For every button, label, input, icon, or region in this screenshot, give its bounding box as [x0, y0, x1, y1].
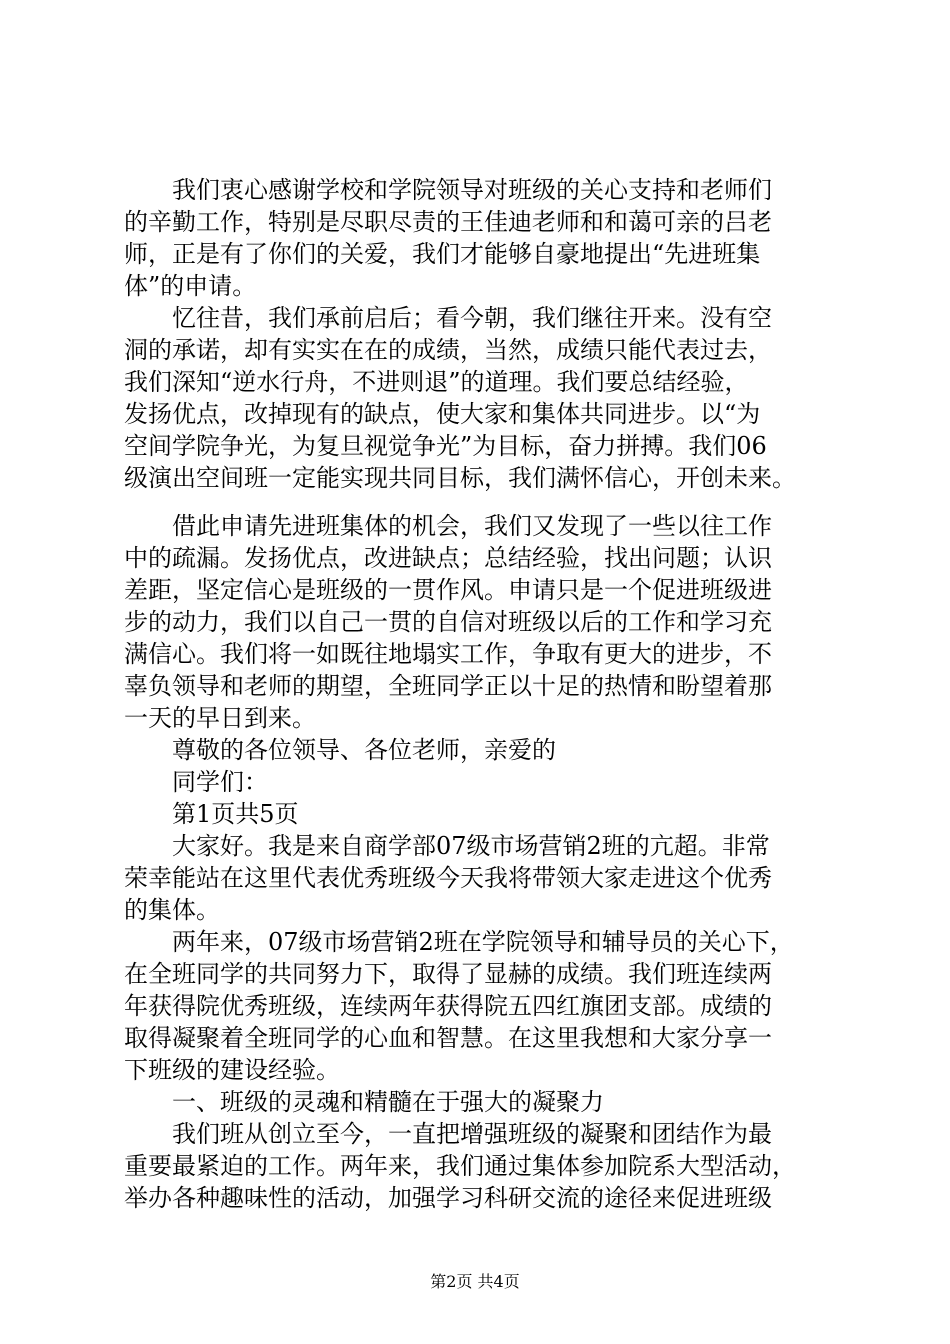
- paragraph-line: 下班级的建设经验。: [124, 1056, 340, 1084]
- paragraph-line: 两年来，07级市场营销2班在学院领导和辅导员的关心下，: [124, 928, 794, 956]
- paragraph-line: 借此申请先进班集体的机会，我们又发现了一些以往工作: [124, 512, 772, 540]
- paragraph-line: 空间学院争光，为复旦视觉争光”为目标，奋力拼搏。我们06: [124, 432, 767, 460]
- paragraph-line: 师，正是有了你们的关爱，我们才能够自豪地提出“先进班集: [124, 240, 761, 268]
- paragraph-line: 尊敬的各位领导、各位老师，亲爱的: [124, 736, 556, 764]
- paragraph-line: 辜负领导和老师的期望，全班同学正以十足的热情和盼望着那: [124, 672, 772, 700]
- page-number-footer: 第2页 共4页: [430, 1272, 520, 1291]
- paragraph-line: 一天的早日到来。: [124, 704, 316, 732]
- paragraph-line: 第1页共5页: [124, 800, 299, 828]
- paragraph-line: 取得凝聚着全班同学的心血和智慧。在这里我想和大家分享一: [124, 1024, 772, 1052]
- paragraph-line: 我们班从创立至今，一直把增强班级的凝聚和团结作为最: [124, 1120, 772, 1148]
- paragraph-line: 中的疏漏。发扬优点，改进缺点；总结经验，找出问题；认识: [124, 544, 772, 572]
- paragraph-line: 的集体。: [124, 896, 220, 924]
- paragraph-line: 在全班同学的共同努力下，取得了显赫的成绩。我们班连续两: [124, 960, 772, 988]
- paragraph-line: 重要最紧迫的工作。两年来，我们通过集体参加院系大型活动，: [124, 1152, 796, 1180]
- paragraph-line: 洞的承诺，却有实实在在的成绩，当然，成绩只能代表过去，: [124, 336, 772, 364]
- paragraph-line: 差距，坚定信心是班级的一贯作风。申请只是一个促进班级进: [124, 576, 772, 604]
- paragraph-line: 级演出空间班一定能实现共同目标，我们满怀信心，开创未来。: [124, 464, 796, 492]
- paragraph-line: 忆往昔，我们承前启后；看今朝，我们继往开来。没有空: [124, 304, 772, 332]
- paragraph-line: 我们深知“逆水行舟，不进则退”的道理。我们要总结经验，: [124, 368, 749, 396]
- paragraph-line: 我们衷心感谢学校和学院领导对班级的关心支持和老师们: [124, 176, 772, 204]
- section-heading: 一、班级的灵魂和精髓在于强大的凝聚力: [124, 1088, 604, 1116]
- paragraph-line: 举办各种趣味性的活动，加强学习科研交流的途径来促进班级: [124, 1184, 772, 1212]
- paragraph-line: 年获得院优秀班级，连续两年获得院五四红旗团支部。成绩的: [124, 992, 772, 1020]
- paragraph-line: 步的动力，我们以自己一贯的自信对班级以后的工作和学习充: [124, 608, 772, 636]
- paragraph-line: 满信心。我们将一如既往地塌实工作，争取有更大的进步，不: [124, 640, 772, 668]
- paragraph-line: 大家好。我是来自商学部07级市场营销2班的亢超。非常: [124, 832, 770, 860]
- paragraph-line: 体”的申请。: [124, 272, 257, 300]
- paragraph-line: 发扬优点，改掉现有的缺点，使大家和集体共同进步。以“为: [124, 400, 761, 428]
- paragraph-line: 荣幸能站在这里代表优秀班级今天我将带领大家走进这个优秀: [124, 864, 772, 892]
- paragraph-line: 同学们：: [124, 768, 268, 796]
- paragraph-line: 的辛勤工作，特别是尽职尽责的王佳迪老师和和蔼可亲的吕老: [124, 208, 772, 236]
